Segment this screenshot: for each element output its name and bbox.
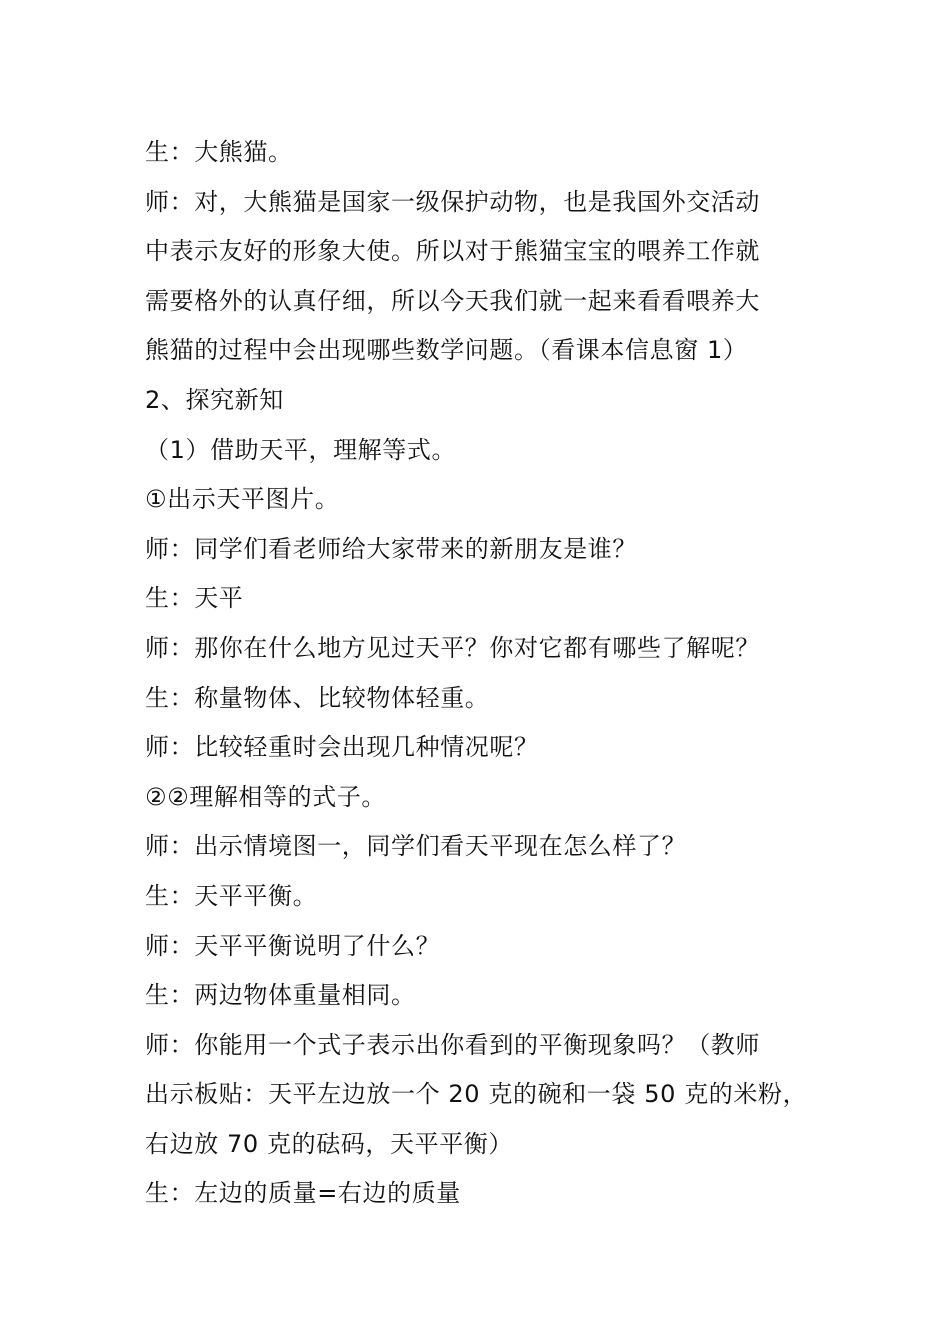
dialogue-line: 中表示友好的形象大使。所以对于熊猫宝宝的喂养工作就 bbox=[145, 237, 760, 266]
dialogue-line: 师：比较轻重时会出现几种情况呢？ bbox=[145, 733, 539, 762]
dialogue-line: 右边放 70 克的砝码，天平平衡） bbox=[145, 1129, 513, 1158]
dialogue-line: 师：出示情境图一，同学们看天平现在怎么样了？ bbox=[145, 832, 687, 861]
dialogue-line: 师：那你在什么地方见过天平？你对它都有哪些了解呢？ bbox=[145, 633, 760, 662]
subsection-heading: （1）借助天平，理解等式。 bbox=[145, 435, 457, 464]
dialogue-line: 需要格外的认真仔细，所以今天我们就一起来看看喂养大 bbox=[145, 286, 760, 315]
dialogue-line: 师：天平平衡说明了什么？ bbox=[145, 931, 441, 960]
dialogue-line: 生：天平 bbox=[145, 584, 244, 613]
dialogue-line: 师：你能用一个式子表示出你看到的平衡现象吗？（教师 bbox=[145, 1030, 760, 1059]
dialogue-line: 生：两边物体重量相同。 bbox=[145, 981, 416, 1010]
dialogue-line: 师：对，大熊猫是国家一级保护动物，也是我国外交活动 bbox=[145, 187, 760, 216]
dialogue-line: 师：同学们看老师给大家带来的新朋友是谁？ bbox=[145, 534, 637, 563]
dialogue-line: 熊猫的过程中会出现哪些数学问题。（看课本信息窗 1） bbox=[145, 336, 748, 365]
step-item: ①出示天平图片。 bbox=[145, 485, 340, 514]
dialogue-line: 生：称量物体、比较物体轻重。 bbox=[145, 683, 490, 712]
dialogue-line: 生：大熊猫。 bbox=[145, 138, 293, 166]
document-body bbox=[145, 128, 808, 1219]
step-item: ②②理解相等的式子。 bbox=[145, 782, 387, 811]
dialogue-line: 出示板贴：天平左边放一个 20 克的碗和一袋 50 克的米粉， bbox=[145, 1080, 808, 1109]
section-heading: 2、探究新知 bbox=[145, 385, 284, 414]
dialogue-line: 生：左边的质量=右边的质量 bbox=[145, 1179, 461, 1208]
dialogue-line: 生：天平平衡。 bbox=[145, 881, 318, 910]
